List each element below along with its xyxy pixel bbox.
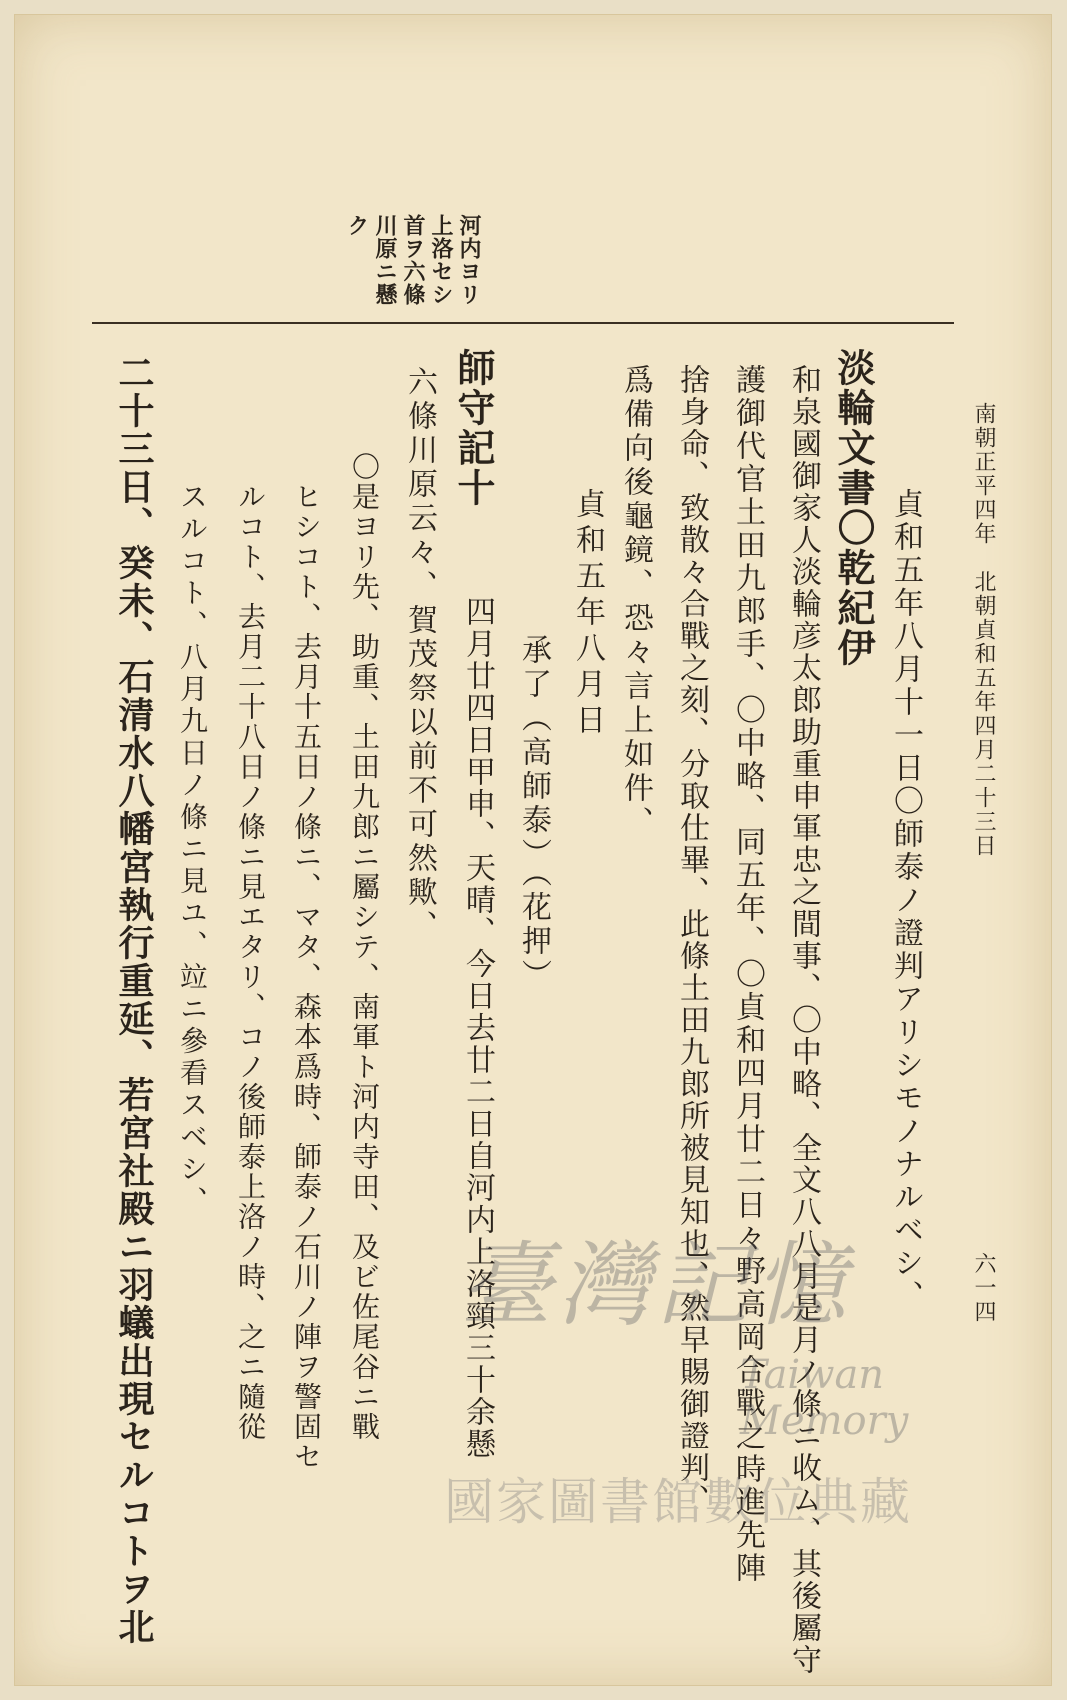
text-column: ヒシコト、去月十五日ノ條ニ、マタ、森本爲時、師泰ノ石川ノ陣ヲ警固セ [290, 482, 323, 1472]
section-title: 師守記十 [451, 348, 496, 508]
margin-note-line: 上洛セシ [428, 214, 454, 306]
text-column: 捨身命、致散々合戰之刻、分取仕畢、此條土田九郎所被見知也、然早賜御證判、 [674, 364, 709, 1516]
section-divider [92, 322, 954, 324]
margin-note-line: ク [344, 214, 370, 237]
margin-note-line: 首ヲ六條 [400, 214, 426, 306]
text-column: 六條川原云々、賀茂祭以前不可然歟、 [402, 366, 437, 944]
text-column: スルコト、八月九日ノ條ニ見ユ、竝ニ參看スベシ、 [176, 482, 209, 1218]
text-column: 貞和五年八月十一日〇師泰ノ證判アリシモノナルベシ、 [888, 488, 923, 1313]
watermark [444, 1212, 1000, 1531]
watermark-chinese: 臺灣記憶 [460, 1232, 853, 1339]
text-column: 貞和五年八月日 [570, 488, 605, 740]
text-column: 二十三日、癸未、石清水八幡宮執行重延、若宮社殿ニ羽蟻出現セルコトヲ北 [113, 354, 155, 1646]
watermark-english: Taiwan Memory [740, 1352, 909, 1444]
margin-note-line: 河内ヨリ [456, 214, 482, 306]
text-column: 四月廿四日甲申、天晴、今日去廿二日自河内上洛頸三十余懸 [460, 596, 495, 1460]
text-column: 和泉國御家人淡輪彦太郎助重申軍忠之間事、〇中略、全文八八月是月ノ條ニ收ム、其後屬守 [786, 364, 821, 1676]
text-column: 爲備向後龜鏡、恐々言上如件、 [618, 364, 653, 840]
text-column: ルコト、去月二十八日ノ條ニ見エタリ、コノ後師泰上洛ノ時、之ニ隨從 [234, 482, 267, 1442]
margin-note [346, 214, 480, 306]
running-title: 南朝正平四年 北朝貞和五年四月二十三日 [971, 402, 996, 858]
margin-note-line: 川原ニ懸 [372, 214, 398, 306]
document-page [14, 14, 1052, 1686]
watermark-library: 國家圖書館數位典藏 [444, 1473, 912, 1531]
text-column: 護御代官土田九郎手、〇中略、同五年、〇貞和四月廿二日々野高岡合戰之時進先陣 [730, 364, 765, 1585]
text-column: 〇是ヨリ先、助重、土田九郎ニ屬シテ、南軍ト河内寺田、及ビ佐尾谷ニ戰 [348, 452, 381, 1442]
signature-column: 承了（高師泰）（花押） [516, 634, 551, 993]
section-title: 淡輪文書〇乾紀伊 [831, 348, 876, 668]
page-number: 六一四 [971, 1252, 996, 1324]
